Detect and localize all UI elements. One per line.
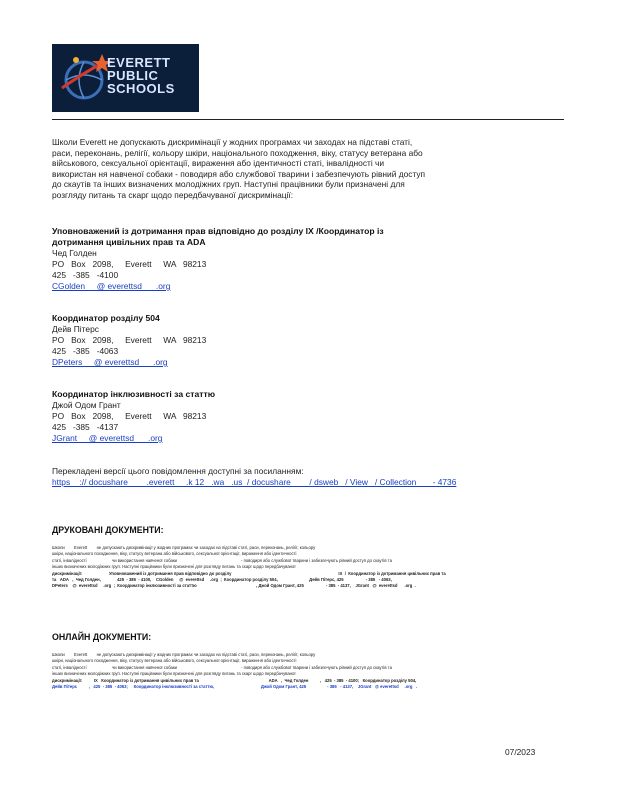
contact-name: Чед Голден <box>52 248 97 258</box>
printed-line: DPeters @ everettsd .org ; Координатор інклюзивності за статтю , Джой Одом Грант, 425 - 385 - 4137, JGrant @ everettsd .org . <box>52 583 416 589</box>
printed-line: та ADA , Чед Голден, 425 - 385 - 4100, CGolden @ everettsd .org ; Координатор розділу 504, Дейв Пітерс, 425 - 385 - 4063, <box>52 577 392 583</box>
contact-title: Координатор інклюзивності за статтю <box>52 389 216 399</box>
contact-phone: 425 -385 -4063 <box>52 346 119 356</box>
intro-line: військового, сексуальної орієнтації, вираження або ідентичності статі, інвалідності чи <box>52 158 385 169</box>
intro-line: Школи Everett не допускають дискримінації у жодних програмах чи заходах на підставі статі, <box>52 137 413 147</box>
online-docs-heading: ОНЛАЙН ДОКУМЕНТИ: <box>52 632 152 642</box>
contact-phone: 425 -385 -4100 <box>52 270 119 280</box>
contact-name: Джой Одом Грант <box>52 400 121 410</box>
translations-block <box>52 466 572 488</box>
printed-docs-heading: ДРУКОВАНІ ДОКУМЕНТИ: <box>52 525 164 535</box>
contact-email-link[interactable]: DPeters @ everettsd .org <box>52 357 168 367</box>
online-line: Школи Everett не допускають дискримінації у жодних програмах чи заходах на підставі статі, раси, переконань, релігії, кольору <box>52 652 316 657</box>
intro-paragraph <box>52 137 572 201</box>
contact-card-title-ix <box>52 226 572 292</box>
contact-title: дотримання цивільних прав та ADA <box>52 237 206 247</box>
contact-email-link[interactable]: CGolden @ everettsd .org <box>52 281 171 291</box>
contact-address: PO Box 2098, Everett WA 98213 <box>52 335 207 345</box>
online-line: шкіри, національного походження, віку, статусу ветерана або військового, сексуальної орієнтації, вираження або ідентичності <box>52 658 297 664</box>
printed-line: статі, інвалідності чи використання навченої собаки - поводиря або службової тварини і забезпечують рівний доступ до скаутів та <box>52 557 392 563</box>
translations-label: Перекладені версії цього повідомлення доступні за посиланням: <box>52 466 304 476</box>
contact-phone: 425 -385 -4137 <box>52 422 119 432</box>
contact-card-gender-inclusion <box>52 389 572 444</box>
contact-name: Дейв Пітерс <box>52 324 99 334</box>
contact-title: Уповноважений із дотримання прав відповідно до розділу IX /Координатор із <box>52 226 384 236</box>
logo-text-public: PUBLIC <box>107 68 159 83</box>
intro-line: до скаутів та інших визначених молодіжних груп. Наступні працівники були призначені для <box>52 179 405 190</box>
printed-line: шкіри, національного походження, віку, статусу ветерана або військового, сексуальної орієнтації, вираження або ідентичності <box>52 551 297 557</box>
online-line: статі, інвалідності чи використання навченої собаки - поводиря або службової тварини і забезпечують рівний доступ до скаутів та <box>52 664 392 670</box>
district-logo <box>52 44 199 112</box>
contact-address: PO Box 2098, Everett WA 98213 <box>52 259 207 269</box>
logo-text-schools: SCHOOLS <box>107 81 175 96</box>
printed-line: дискримінації: Уповноважений із дотримання прав відповідно до розділу IX / Координатор із дотримання цивільних прав та <box>52 570 446 576</box>
logo-text-everett: EVERETT <box>107 55 171 70</box>
contact-title: Координатор розділу 504 <box>52 313 160 323</box>
contact-address: PO Box 2098, Everett WA 98213 <box>52 411 207 421</box>
printed-line: Школи Everett не допускають дискримінації у жодних програмах чи заходах на підставі статі, раси, переконань, релігії, кольору <box>52 545 316 550</box>
online-line: дискримінації: IX Координатор із дотримання цивільних прав та ADA , Чед Голден , 425 - 385 - 4100; Координатор розділу 504, <box>52 677 417 683</box>
intro-line: розгляду питань та скарг щодо передбачуваної дискримінації: <box>52 189 294 200</box>
footer-date: 07/2023 <box>505 747 536 757</box>
contact-card-504 <box>52 313 572 368</box>
online-line: інших визначених молодіжних груп. Наступні працівники були призначені для розгляду питань та скарг щодо передбачуваної <box>52 671 296 677</box>
translations-url-link[interactable]: https :// docushare .everett .k 12 .wa .us / docushare / dsweb / View / Collection - 4736 <box>52 477 457 487</box>
intro-line: використан ня навченої собаки - поводиря або службової тварини і забезпечують рівний доступ <box>52 168 426 179</box>
header-rule <box>52 119 564 120</box>
printed-line: інших визначених молодіжних груп. Наступні працівники були призначені для розгляду питань та скарг щодо передбачуваної <box>52 564 296 570</box>
contact-email-link[interactable]: JGrant @ everettsd .org <box>52 433 163 443</box>
online-docs-text <box>52 652 572 690</box>
printed-docs-text <box>52 545 572 590</box>
intro-line: раси, переконань, релігії, кольору шкіри, національного походження, віку, статусу ветерана або <box>52 147 423 158</box>
online-line: Дейв Пітерс , 425 - 385 - 4063; Координатор інклюзивності за статтю, Джой Одом Грант, 425 - 385 - 4137, JGrant @ everettsd .org . <box>52 684 418 690</box>
